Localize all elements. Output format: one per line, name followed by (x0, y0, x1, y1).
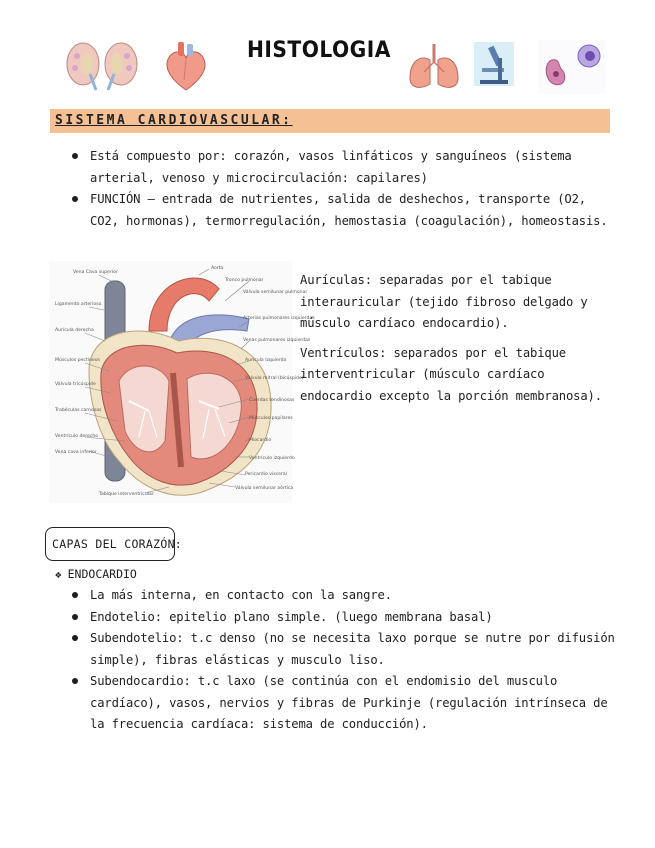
heart-diagram (49, 261, 315, 503)
kidneys-icon (62, 38, 142, 92)
endocardio-heading (55, 567, 137, 581)
function-list (72, 146, 612, 232)
label-vena-cava-superior: Vena Cava superior (73, 270, 118, 275)
section-title: SISTEMA CARDIOVASCULAR: (55, 113, 293, 128)
label-miocardio: Miocardio (249, 438, 272, 443)
label-cuerdas-tendinosas: Cuerdas tendinosas (249, 398, 295, 403)
cells-icon (538, 40, 606, 94)
page-title: HISTOLOGIA (247, 38, 391, 63)
chamber-notes (300, 270, 615, 415)
label-pericardio-visceral: Pericardio visceral (245, 472, 287, 477)
list-item: La más interna, en contacto con la sangre. (72, 585, 617, 607)
label-aorta: Aorta (211, 266, 224, 271)
label-venas-pulmonares: Venas pulmonares izquierdas (243, 338, 311, 343)
microscope-icon (472, 40, 516, 88)
capas-heading: CAPAS DEL CORAZÓN: (52, 537, 183, 551)
endocardio-list (72, 585, 617, 736)
diamond-bullet-icon: ❖ (55, 568, 62, 581)
ventriculos-note: Ventrículos: separados por el tabique interventricular (músculo cardíaco endocardio excepto la porción membranosa). (300, 345, 602, 403)
list-item: FUNCIÓN – entrada de nutrientes, salida de deshechos, transporte (O2, CO2, hormonas), termorregulación, hemostasia (coagulación), homeostasis. (72, 189, 612, 232)
label-arterias-pulmonares: Arterias pulmonares izquierdas (243, 316, 315, 321)
heart-icon (160, 40, 212, 94)
auriculas-note: Aurículas: separadas por el tabique interauricular (tejido fibroso delgado y músculo cardíaco endocardio). (300, 273, 588, 330)
list-item: Subendocardio: t.c laxo (se continúa con el endomisio del musculo cardíaco), vasos, nervios y fibras de Purkinje (regulación intrínseca de la frecuencia cardíaca: sistema de conducción). (72, 671, 617, 736)
label-ligamento-arterioso: Ligamento arterioso (55, 302, 102, 307)
label-tronco-pulmonar: Tronco pulmonar (225, 278, 264, 283)
label-auricula-izquierda: Aurícula izquierda (245, 358, 287, 363)
list-item: Subendotelio: t.c denso (no se necesita laxo porque se nutre por difusión simple), fibras elásticas y musculo liso. (72, 628, 617, 671)
label-ventriculo-izquierdo: Ventrículo izquierdo (249, 456, 295, 461)
list-item: Endotelio: epitelio plano simple. (luego membrana basal) (72, 607, 617, 629)
lungs-icon (406, 40, 462, 92)
label-valvula-semilunar-aortica: Válvula semilunar aórtica (235, 486, 294, 491)
label-tabique-interventricular: Tabique interventricular (99, 492, 154, 497)
list-item: Está compuesto por: corazón, vasos linfáticos y sanguíneos (sistema arterial, venoso y microcirculación: capilares) (72, 146, 612, 189)
label-auricula-derecha: Aurícula derecha (55, 328, 94, 333)
label-trabeculas-carnosas: Trabéculas carnosas (55, 408, 102, 413)
label-ventriculo-derecho: Ventrículo derecho (55, 434, 99, 439)
endocardio-label: ENDOCARDIO (67, 567, 137, 581)
label-valvula-semilunar-pulmonar: Válvula semilunar pulmonar (243, 290, 308, 295)
heart-illustration (49, 261, 315, 503)
label-valvula-mitral: Válvula mitral (bicúspide) (245, 376, 304, 381)
label-valvula-tricuspide: Válvula tricúspide (55, 382, 96, 387)
label-musculos-pectineos: Músculos pectíneos (55, 358, 100, 363)
label-vena-cava-inferior: Vena cava inferior (55, 450, 97, 455)
label-musculos-papilares: Músculos papilares (249, 416, 293, 421)
